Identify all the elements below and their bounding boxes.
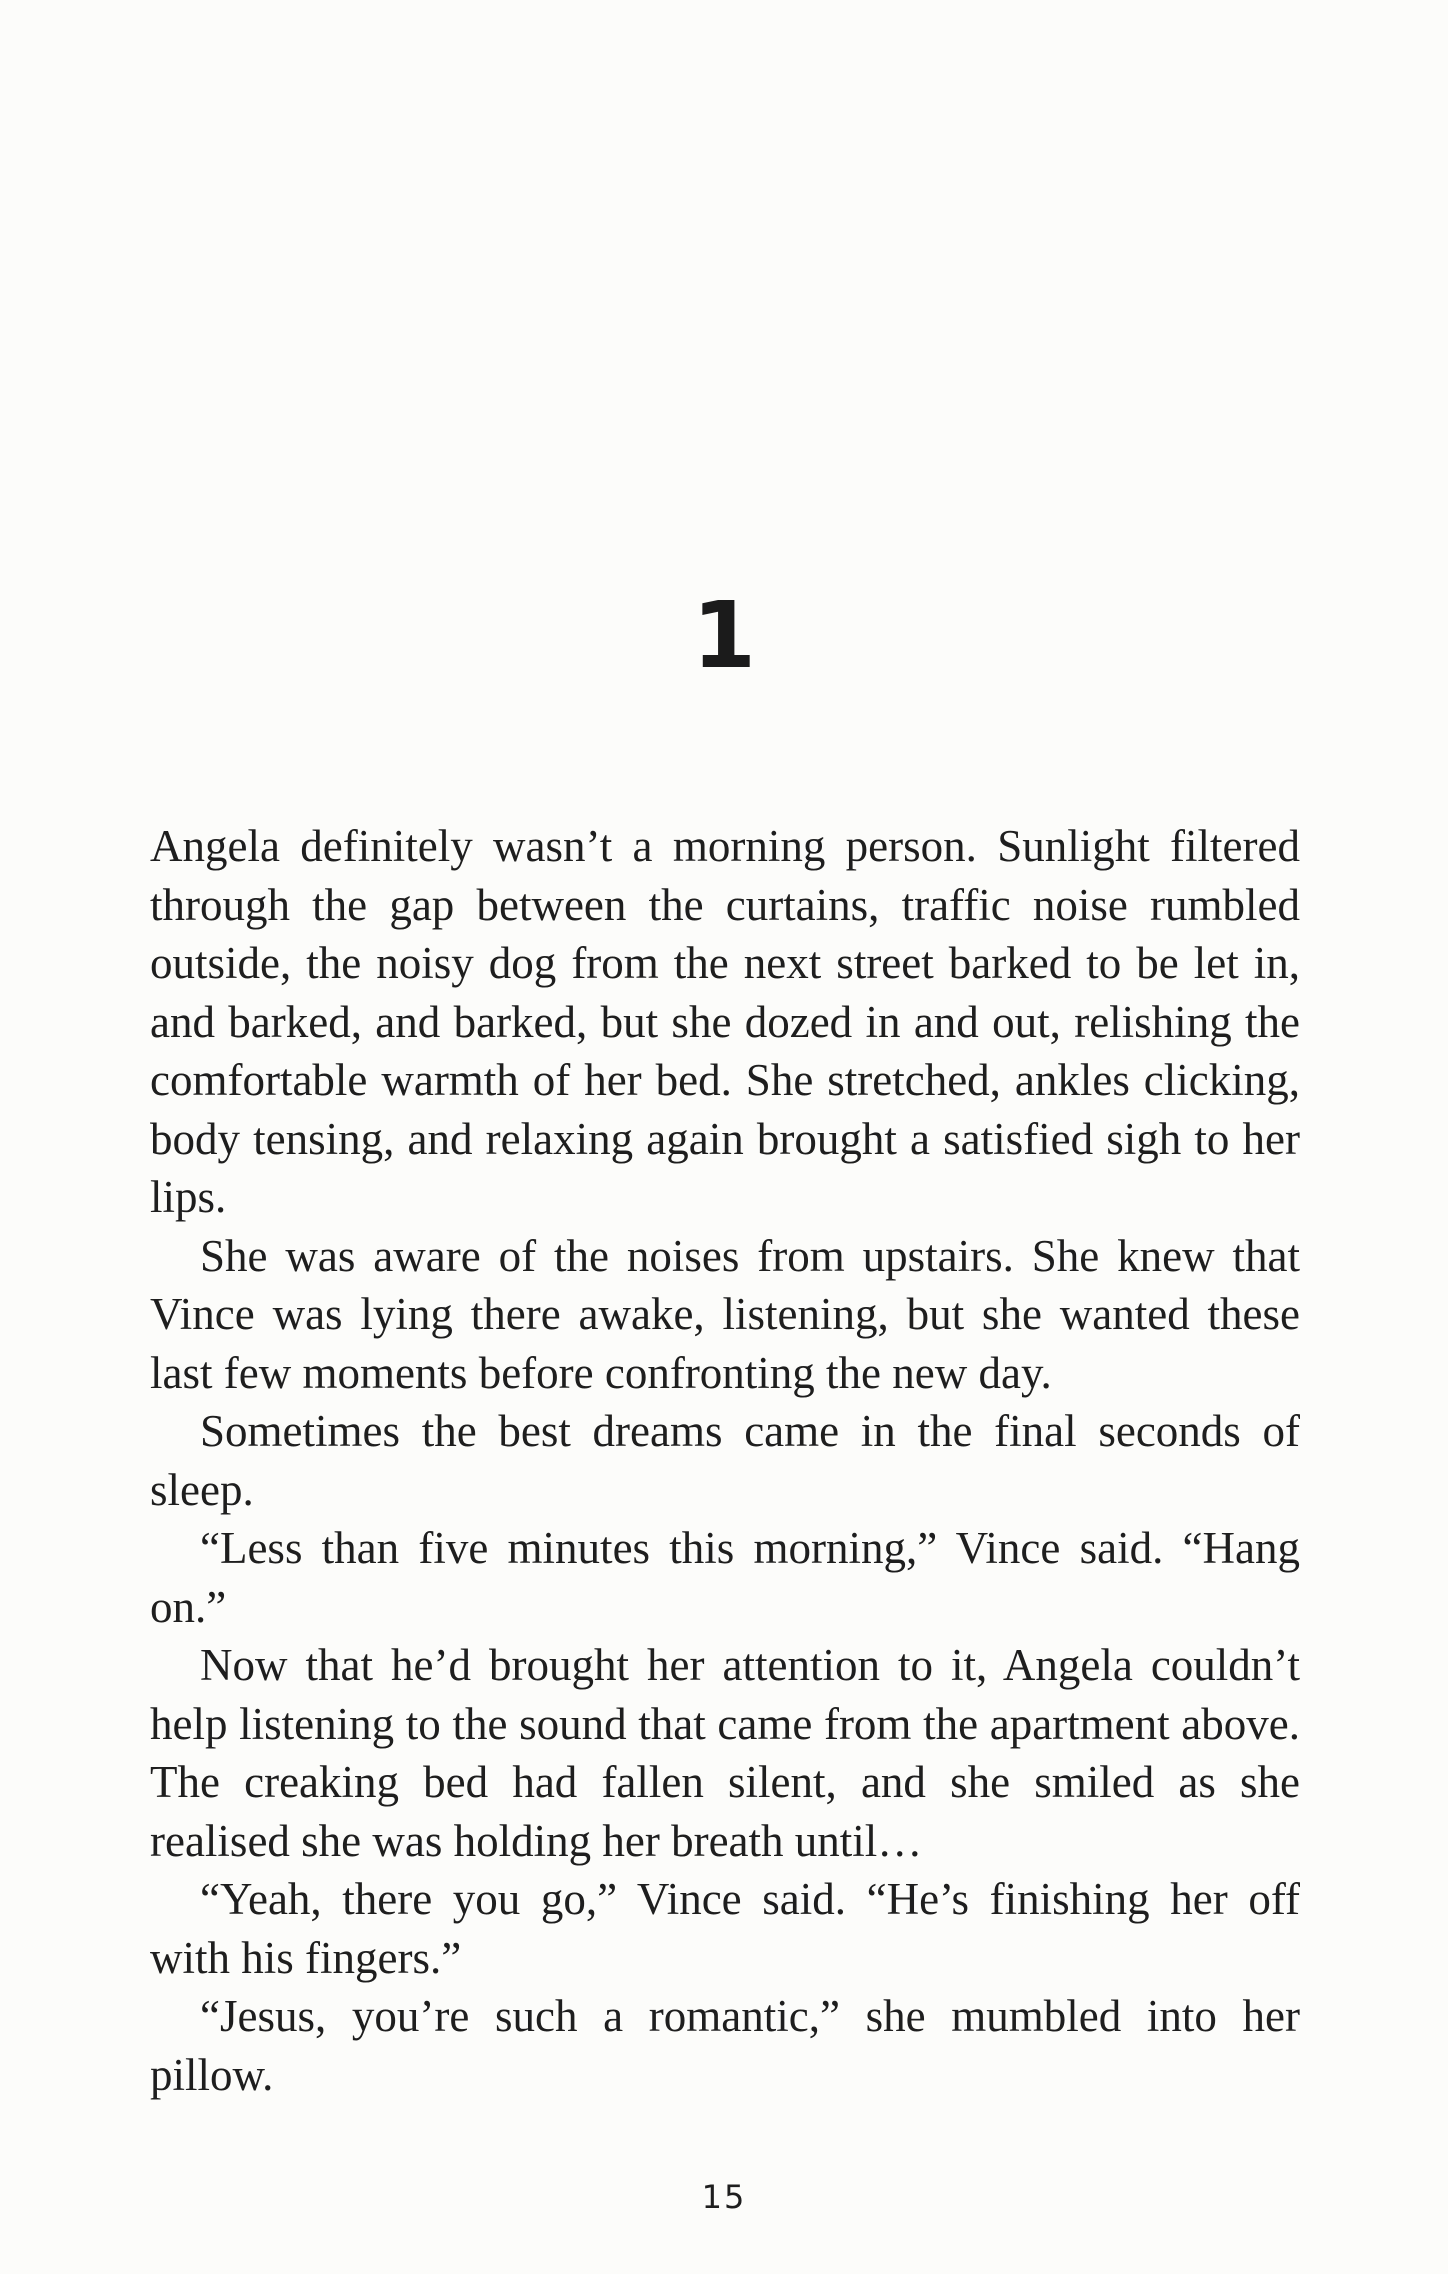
paragraph: “Less than five minutes this morning,” Vince said. “Hang on.” [150, 1523, 1300, 1632]
chapter-body [150, 817, 1300, 2104]
paragraph: Now that he’d brought her attention to it, Angela couldn’t help listening to the sound that came from the apartment above. The creaking bed had fallen silent, and she smiled as she realised she was holding her breath until… [150, 1640, 1300, 1866]
paragraph: “Yeah, there you go,” Vince said. “He’s finishing her off with his fingers.” [150, 1874, 1300, 1983]
paragraph: Angela definitely wasn’t a morning person. Sunlight filtered through the gap between the curtains, traffic noise rumbled outside, the noisy dog from the next street barked to be let in, and barked, and barked, but she dozed in and out, relishing the comfortable warmth of her bed. She stretched, ankles clicking, body tensing, and relaxing again brought a satisfied sigh to her lips. [150, 821, 1300, 1222]
paragraph: “Jesus, you’re such a romantic,” she mumbled into her pillow. [150, 1991, 1300, 2100]
page-number: 15 [701, 2178, 747, 2216]
paragraph: Sometimes the best dreams came in the final seconds of sleep. [150, 1406, 1300, 1515]
paragraph: She was aware of the noises from upstairs. She knew that Vince was lying there awake, listening, but she wanted these last few moments before confronting the new day. [150, 1230, 1300, 1398]
chapter-number: 1 [691, 582, 756, 689]
